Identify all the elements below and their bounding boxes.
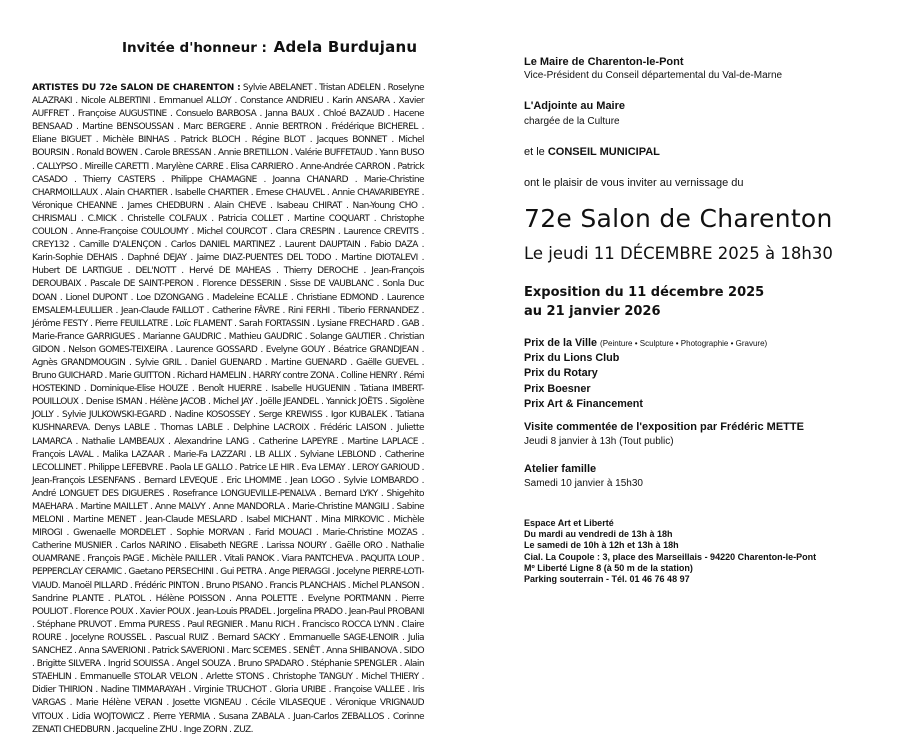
prize-item: [524, 366, 767, 381]
maire-subtitle: Vice-Président du Conseil départemental du Val-de-Marne: [524, 70, 783, 81]
conseil-municipal: CONSEIL MUNICIPAL: [547, 146, 660, 158]
artists-title: ARTISTES DU 72e SALON DE CHARENTON :: [32, 83, 241, 93]
salon-date: Le jeudi 11 DÉCEMBRE 2025 à 18h30: [524, 244, 833, 263]
prize-item: [524, 397, 767, 412]
atelier-detail: Samedi 10 janvier à 15h30: [524, 478, 643, 489]
prize-name: Prix Boesner: [524, 382, 591, 395]
prize-name: Prix du Lions Club: [524, 352, 620, 365]
adjointe-title: L'Adjointe au Maire: [524, 100, 626, 112]
adjointe-subtitle: chargée de la Culture: [524, 116, 620, 127]
venue-hours-weekday: Du mardi au vendredi de 13h à 18h: [524, 529, 673, 540]
prize-item: [524, 351, 767, 366]
artists-names: Sylvie ABELANET . Tristan ADELEN . Roselyne ALAZRAKI . Nicole ALBERTINI . Emmanuel ALLOY . Constance ANDRIEU . Karin ANSARA . Xavier AUFFRET . Françoise AUGUSTINE . Consuelo BARBOSA . Janna BAUX . Chloé BAZAUD . Hacene BENSAAD . Martine BENSOUSSAN . Marc BERGERE . Annie BERTRON . Frédérique BICHEREL . Eliane BIGUET . Michèle BINHAS . Patrick BLOCH . Régine BLOT . Jacques BONNET . Michel BOURSIN . Ronald BOWEN . Carole BRESSAN . Annie BRETILLON . Valérie BUFFETAUD . Yann BUSO . CALLYPSO . Mireille CARETTI . Marylène CARRE . Elisa CARRIERO . Anne-Andrée CARRON . Patrick CASADO . Thierry CASTERS . Philippe CHAMAGNE . Joanna CHANARD . Marie-Christine CHARMOILLAUX . Alain CHARTIER . Isabelle CHARTIER . Emese CHAUVEL . Annie CHAVARIBEYRE . Véronique CHEANNE . James CHEDBURN . Alain CHEVE . Isabeau CHIRAT . Nan-Young CHO . CHRISMALI . C.MICK . Christelle COLFAUX . Patricia COLLET . Martine COQUART . Christophe COULON . Anne-Françoise COULOUMY . Michel COURCOT . Clara CRESPIN . Laurence CREVITS . CREY132 . Camille D'ALENÇON . Carlos DANIEL MARTINEZ . Laurent DAUPTAIN . Fabio DAZA . Karin-Sophie DEHAIS . Daphné DEJAY . Jaime DIAZ-PUENTES DEL TODO . Martine DIOTALEVI . Hubert DE LARTIGUE . DEL'NOTT . Hervé DE MAHEAS . Thierry DEROCHE . Jean-François DEROUBAIX . Pascale DE SAINT-PERON . Florence DESSERIN . Sisse DE VAUBLANC . Sonla Duc DOAN . Lionel DUPONT . Loe DZONGANG . Madeleine ECALLE . Christiane EDMOND . Laurence EMSALEM-LEULLIER . Jean-Claude FAILLOT . Catherine FÂVRE . Rini FERHI . Tiberio FERNANDEZ . Jérôme FESTY . Pierre FEUILLATRE . Loïc FLAMENT . Sarah FORTASSIN . Lysiane FRECHARD . GAB . Marie-France GARRIGUES . Marianne GAUDRIC . Mathieu GAUDRIC . Solange GAUTIER . Christian GIDON . Nelson GOMES-TEIXEIRA . Laurence GOSSARD . Evelyne GOUY . Béatrice GRANDJEAN . Agnès GRANDMOUGIN . Sylvie GRIL . Daniel GUENARD . Martine GUENARD . Gaëlle GUEVEL . Bruno GUICHARD . Marie GUITTON . Richard HAMELIN . HARRY contre ZONA . Colline HENRY . Rémi HOSTEKIND . Dominique-Elise HOUZE . Benoît HUERRE . Isabelle HUGUENIN . Tatiana IMBERT-POUILLOUX . Denise ISMAN . Hélène JACOB . Michel JAY . Joëlle JEANDEL . Yannick JOËTS . Sigolène JOLLY . Sylvie JULKOWSKI-EGARD . Nadine KOSOSSEY . Serge KREWISS . Igor KUBALEK . Tatiana KUSHNAREVA. Denys LABLE . Thomas LABLE . Delphine LACROIX . Frédéric LAISON . Juliette LAMARCA . Nathalie LAMBEAUX . Alexandrine LANG . Catherine LAPEYRE . Martine LAPLACE . François LAVAL . Malika LAZAAR . Marie-Fa LAZZARI . LB ALLIX . Sylviane LEBLOND . Catherine LECOLLINET . Philippe LEFEBVRE . Paola LE GALLO . Patrice LE HIR . Eva LEMAY . LEROY GARIOUD . Jean-François LESENFANS . Bernard LEVEQUE . Eric LHOMME . Jean LOGO . Sylvie LOMBARDO . André LONGUET DES DIGUERES . Rosefrance LONGUEVILLE-PENALVA . Bernard LYKY . Shigehito MAEHARA . Martine MAILLET . Anne MALVY . Anne MANDORLA . Marie-Christine MANGILI . Sabine MELONI . Martine MENET . Jean-Claude MESLARD . Isabel MICHANT . Mina MIRKOVIC . Michèle MIROGI . Gwenaelle MORDELET . Sophie MORVAN . Farid MOUACI . Marie-Christine MOZAS . Catherine MUSNIER . Carlos NARINO . Elisabeth NEGRE . Larissa NOURY . Gaëlle ORO . Nathalie OUAMRANE . François PAGE . Michèle PAILLER . Vitali PANOK . Viara PANTCHEVA . PAQUITA LOUP . PEPPERCLAY CERAMIC . Gaetano PERSECHINI . Gui PETRA . Ange PIERAGGI . Jocelyne PIERRE-LOTI-VIAUD. Manoël PILLARD . Frédéric PINTON . Bruno PISANO . Francis PLANCHAIS . Michel PLANSON . Sandrine PLANTE . PLATOL . Hélène POISSON . Anna POLETTE . Evelyne PORTMANN . Pierre POULIOT . Florence POUX . Xavier POUX . Jean-Louis PRADEL . Jorgelina PRADO . Jean-Paul PROBANI . Stéphane PRUVOT . Emma PURESS . Paul REGNIER . Manu RICH . Francisco ROCCA LYNN . Claire ROURE . Jocelyne ROUSSEL . Pascual RUIZ . Bernard SACKY . Emmanuelle SAGE-LENOIR . Julia SANCHEZ . Anna SAVERIONI . Patrick SAVERIONI . Marc SCEMES . SENÊT . Anna SHIBANOVA . SIDO . Brigitte SILVERA . Ingrid SOUISSA . Angel SOUZA . Bruno SPADARO . Stéphanie SPENGLER . Alain STAEHLIN . Emmanuelle STOLAR VELON . Arlette STONS . Christophe TANGUY . Michel THIERY . Didier THIRION . Nadine TIMMARAYAH . Virginie TRUCHOT . Gloria URIBE . Françoise VALLEE . Iris VARGAS . Marie Hélène VERAN . Josette VIGNEAU . Cécile VILASEQUE . Véronique VRIGNAUD VITOUX . Lidia WOJTOWICZ . Pierre YERMIA . Susana ZABALA . Juan-Carlos ZEBALLOS . Corinne ZENATI CHEDBURN . Jacqueline ZHU . Inge ZORN . ZUZ.: [32, 83, 424, 735]
guest-of-honour: [122, 38, 417, 56]
conseil-line: [524, 146, 660, 158]
prize-name: Prix du Rotary: [524, 367, 598, 380]
conseil-prefix: et le: [524, 146, 545, 158]
visite-title: Visite commentée de l'exposition par Frédéric METTE: [524, 421, 804, 433]
prize-item: [524, 336, 767, 351]
prize-note: (Peinture • Sculpture • Photographie • Gravure): [600, 339, 768, 348]
venue-info: [524, 518, 816, 585]
invitation-text: ont le plaisir de vous inviter au vernissage du: [524, 177, 744, 189]
exposition-dates-line1: Exposition du 11 décembre 2025: [524, 285, 765, 300]
venue-metro: Mº Liberté Ligne 8 (à 50 m de la station): [524, 562, 693, 573]
artists-list: [32, 82, 424, 737]
venue-name: Espace Art et Liberté: [524, 518, 614, 528]
guest-label: Invitée d'honneur :: [122, 40, 267, 56]
guest-name: Adela Burdujanu: [273, 38, 418, 56]
visite-detail: Jeudi 8 janvier à 13h (Tout public): [524, 436, 674, 447]
atelier-title: Atelier famille: [524, 463, 597, 475]
maire-title: Le Maire de Charenton-le-Pont: [524, 56, 684, 68]
prizes-list: [524, 336, 767, 412]
exposition-dates-line2: au 21 janvier 2026: [524, 304, 661, 319]
venue-address: Cial. La Coupole : 3, place des Marseillais - 94220 Charenton-le-Pont: [524, 551, 817, 562]
prize-name: Prix de la Ville: [524, 337, 598, 349]
venue-hours-saturday: Le samedi de 10h à 12h et 13h à 18h: [524, 540, 679, 551]
prize-name: Prix Art & Financement: [524, 397, 643, 410]
venue-parking: Parking souterrain - Tél. 01 46 76 48 97: [524, 574, 690, 585]
prize-item: [524, 382, 767, 397]
salon-title: 72e Salon de Charenton: [524, 204, 833, 233]
